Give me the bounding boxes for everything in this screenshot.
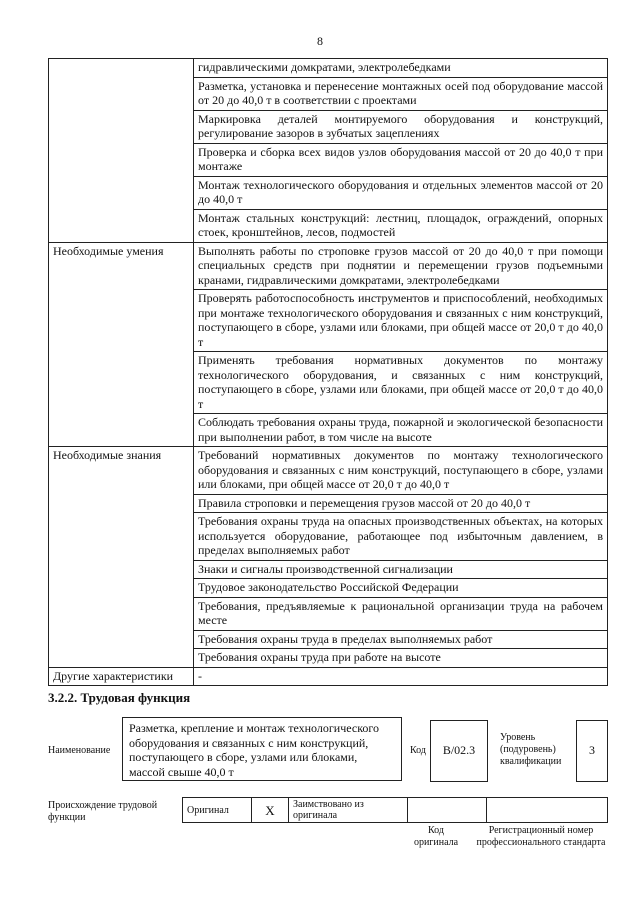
requirement-item: Требования охраны труда в пределах выполняемых работ <box>194 630 608 649</box>
requirement-item: Требования охраны труда при работе на высоте <box>194 649 608 668</box>
code-caption: Код оригинала <box>413 825 459 848</box>
level-label: Уровень (подуровень) квалификации <box>500 732 562 767</box>
qualification-level-box: 3 <box>576 720 608 782</box>
requirement-item: Применять требования нормативных документов по монтажу технологического оборудования, и связанных с ним конструкций, поступающего в сборе, узлами или блоками, при общей массе от 20,0 т до 40,0 т <box>194 352 608 414</box>
requirement-item: Соблюдать требования охраны труда, пожарной и экологической безопасности при выполнении работ, в том числе на высоте <box>194 414 608 447</box>
requirement-item: Монтаж технологического оборудования и отдельных элементов массой от 20 до 40,0 т <box>194 176 608 209</box>
requirements-table <box>48 58 608 686</box>
requirement-item: - <box>194 667 608 686</box>
row-group-label: Другие характеристики <box>49 667 194 686</box>
requirement-item: Проверять работоспособность инструментов и приспособлений, необходимых при монтаже технологического оборудования и связанных с ним конструкций, поступающего в сборе, узлами или блоками, при общей массе от 20,0 т до 40,0 т <box>194 290 608 352</box>
row-group-label <box>49 59 194 243</box>
function-name-box: Разметка, крепление и монтаж технологического оборудования и связанных с ним конструкций, поступающего в сборе, узлами или блоками, массой свыше 40,0 т <box>122 717 402 781</box>
row-group-label: Необходимые знания <box>49 447 194 668</box>
table-row <box>49 667 608 686</box>
function-code-box: В/02.3 <box>430 720 488 782</box>
original-mark-cell: X <box>252 798 289 823</box>
original-cell: Оригинал <box>183 798 252 823</box>
registration-caption: Регистрационный номер профессионального стандарта <box>476 825 606 848</box>
requirement-item: Требования охраны труда на опасных производственных объектах, на которых используется оборудование, работающее под избыточным давлением, в пределах выполняемых работ <box>194 513 608 561</box>
table-row <box>49 242 608 290</box>
borrowed-cell: Заимствовано из оригинала <box>289 798 408 823</box>
requirement-item: Правила строповки и перемещения грузов массой от 20 до 40,0 т <box>194 494 608 513</box>
name-label: Наименование <box>48 745 111 756</box>
requirement-item: Знаки и сигналы производственной сигнализации <box>194 560 608 579</box>
section-title: 3.2.2. Трудовая функция <box>48 690 191 705</box>
origin-table <box>182 797 608 823</box>
requirement-item: Трудовое законодательство Российской Федерации <box>194 579 608 598</box>
requirement-item: гидравлическими домкратами, электролебедками <box>194 59 608 78</box>
requirement-item: Требований нормативных документов по монтажу технологического оборудования и связанных с ним конструкций, поступающего в сборе, узлами или блоками, при общей массе от 20,0 т до 40,0 т <box>194 447 608 495</box>
requirement-item: Монтаж стальных конструкций: лестниц, площадок, ограждений, опорных стоек, кронштейнов, лесов, подмостей <box>194 209 608 242</box>
table-row <box>49 447 608 495</box>
page-number: 8 <box>317 34 323 48</box>
code-label: Код <box>410 745 426 756</box>
origin-label: Происхождение трудовой функции <box>48 800 158 823</box>
row-group-label: Необходимые умения <box>49 242 194 447</box>
requirement-item: Требования, предъявляемые к рациональной организации труда на рабочем месте <box>194 597 608 630</box>
requirement-item: Маркировка деталей монтируемого оборудования и конструкций, регулирование зазоров в зубчатых зацеплениях <box>194 110 608 143</box>
requirement-item: Разметка, установка и перенесение монтажных осей под оборудование массой от 20 до 40,0 т в соответствии с проектами <box>194 77 608 110</box>
requirement-item: Проверка и сборка всех видов узлов оборудования массой от 20 до 40,0 т при монтаже <box>194 143 608 176</box>
original-code-cell <box>408 798 487 823</box>
registration-number-cell <box>487 798 608 823</box>
requirement-item: Выполнять работы по строповке грузов массой от 20 до 40,0 т при помощи специальных средств при поднятии и перемещении грузов подъемными кранами, гидравлическими домкратами, электролебедками <box>194 242 608 290</box>
table-row <box>49 59 608 78</box>
